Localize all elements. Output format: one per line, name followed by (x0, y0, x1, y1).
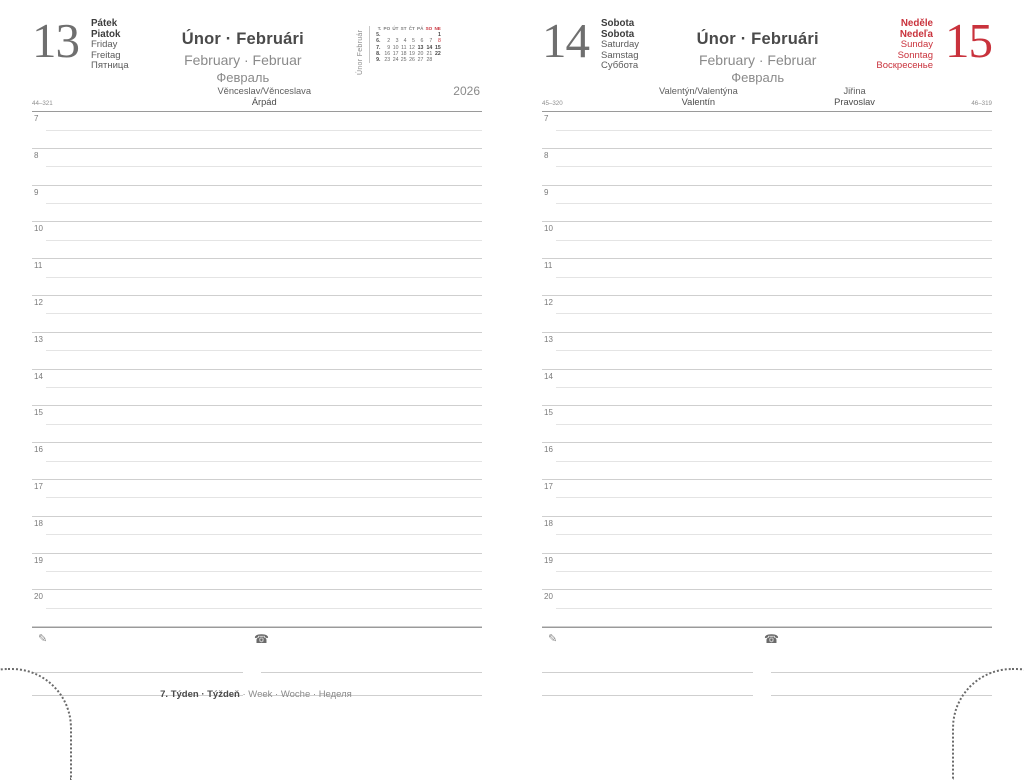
mini-head-1: PO (383, 26, 391, 31)
day-name-en: Sunday (900, 39, 933, 51)
mini-day: 6 (420, 38, 424, 45)
mini-day: 28 (426, 57, 433, 64)
day-name-ru: Суббота (601, 60, 639, 72)
pencil-icon: ✎ (38, 633, 48, 646)
half-hour-line (46, 130, 482, 131)
day-name-sk: Sobota (601, 28, 635, 40)
page-right (512, 0, 1024, 734)
half-hour-line (46, 313, 482, 314)
footer-week-label (0, 689, 512, 700)
mini-calendar-wrap (357, 16, 482, 78)
hour-row[interactable] (542, 149, 992, 186)
half-hour-line (46, 497, 482, 498)
hours-grid-right (542, 112, 992, 627)
hour-row[interactable] (32, 333, 482, 370)
mini-day: 18 (400, 51, 407, 58)
week-day-counter-left: 45–320 (542, 100, 563, 107)
week-day-counter-right: 46–319 (971, 100, 992, 107)
half-hour-line (46, 534, 482, 535)
hour-label: 17 (34, 481, 43, 491)
day-name-cs: Pátek (91, 18, 118, 29)
month-ru: Февраль (731, 70, 785, 85)
mini-calendar-table (375, 26, 442, 63)
hour-row[interactable] (32, 443, 482, 480)
hour-label: 9 (34, 187, 39, 197)
hour-label: 20 (34, 592, 43, 602)
day-name-de: Sonntag (897, 49, 933, 61)
month-title-left (129, 16, 357, 85)
year-label: 2026 (453, 84, 480, 98)
mini-week-label: 5. (376, 32, 381, 39)
notes-icon-row (32, 628, 482, 650)
hour-label: 17 (544, 481, 553, 491)
name-day-line1: Valentýn/Valentýna (659, 86, 738, 96)
hour-label: 10 (544, 224, 553, 234)
day-number-14: 14 (542, 13, 589, 68)
hour-label: 14 (544, 371, 553, 381)
hour-row[interactable] (542, 112, 992, 149)
note-line[interactable] (542, 673, 753, 696)
hour-row[interactable] (542, 370, 992, 407)
day-name-cs: Sobota (601, 18, 635, 29)
half-hour-line (556, 130, 992, 131)
half-hour-line (556, 240, 992, 241)
half-hour-line (556, 350, 992, 351)
hour-label: 19 (34, 555, 43, 565)
hour-label: 14 (34, 371, 43, 381)
footer-week-number: 7. Týden · Týždeň (160, 689, 240, 700)
day-names-15 (876, 16, 933, 72)
day-name-en: Friday (91, 39, 118, 51)
day-name-de: Freitag (91, 49, 121, 61)
half-hour-line (46, 166, 482, 167)
hour-label: 15 (34, 408, 43, 418)
half-hour-line (556, 497, 992, 498)
mini-day: 3 (395, 38, 399, 45)
mini-day: 16 (384, 51, 391, 58)
note-line[interactable] (261, 650, 482, 673)
right-page-header (542, 0, 992, 86)
mini-day: 14 (426, 44, 433, 51)
hour-label: 16 (34, 445, 43, 455)
mini-day (433, 57, 442, 63)
hour-label: 16 (544, 445, 553, 455)
name-day-15 (834, 86, 875, 108)
mini-week-label: 9. (376, 57, 381, 64)
name-day-line1: Věnceslav/Věnceslava (217, 86, 311, 96)
hour-row[interactable] (542, 406, 992, 443)
hour-row[interactable] (542, 186, 992, 223)
day-name-ru: Воскресенье (876, 60, 933, 72)
hour-row[interactable] (32, 406, 482, 443)
half-hour-line (556, 203, 992, 204)
hour-label: 8 (34, 150, 39, 160)
hours-grid-left (32, 112, 482, 627)
hour-row[interactable] (32, 554, 482, 591)
hour-row[interactable] (32, 112, 482, 149)
hour-row[interactable] (542, 333, 992, 370)
mini-calendar-row (375, 51, 442, 57)
mini-head-3: ST (400, 26, 407, 31)
half-hour-line (556, 424, 992, 425)
hour-row[interactable] (32, 517, 482, 554)
hour-label: 13 (544, 334, 553, 344)
hour-label: 12 (544, 297, 553, 307)
hour-label: 7 (544, 114, 549, 123)
half-hour-line (46, 461, 482, 462)
day-name-sk: Piatok (91, 28, 121, 40)
half-hour-line (556, 166, 992, 167)
note-line[interactable] (542, 650, 753, 673)
half-hour-line (556, 608, 992, 609)
hour-row[interactable] (542, 296, 992, 333)
hour-label: 11 (544, 261, 553, 271)
hour-label: 18 (34, 518, 43, 528)
page-left (0, 0, 512, 734)
name-day-left (217, 86, 311, 108)
month-sub: February · Februar (698, 52, 817, 68)
hour-label: 13 (34, 334, 43, 344)
hour-label: 8 (544, 150, 549, 160)
mini-day: 20 (417, 51, 424, 58)
half-hour-line (46, 203, 482, 204)
mini-day: 11 (401, 44, 407, 51)
half-hour-line (556, 571, 992, 572)
name-day-line2: Pravoslav (834, 97, 875, 107)
mini-calendar (369, 26, 442, 63)
notes-section-right (542, 627, 992, 696)
month-sub: February · Februar (184, 52, 302, 68)
mini-day: 9 (387, 44, 391, 51)
mini-head-2: ÚT (392, 26, 399, 31)
mini-week-label: 6. (376, 38, 381, 45)
mini-day: 2 (387, 38, 391, 45)
hour-row[interactable] (542, 259, 992, 296)
mini-head-5: PÁ (417, 26, 424, 31)
note-line[interactable] (771, 673, 992, 696)
note-line[interactable] (32, 650, 243, 673)
name-day-14 (659, 86, 738, 108)
mini-day: 10 (392, 44, 399, 51)
hour-label: 19 (544, 555, 553, 565)
hour-label: 12 (34, 297, 43, 307)
month-main: Únor · Februári (696, 30, 819, 48)
telephone-icon: ☎ (764, 632, 779, 647)
hour-row[interactable] (32, 296, 482, 333)
half-hour-line (46, 608, 482, 609)
mini-day: 8 (437, 38, 441, 45)
note-line[interactable] (771, 650, 992, 673)
mini-week-label: 7. (376, 44, 381, 51)
hour-row[interactable] (542, 590, 992, 627)
day-name-de: Samstag (601, 49, 639, 61)
day-name-sk: Nedeľa (899, 28, 933, 40)
half-hour-line (46, 387, 482, 388)
mini-day: 21 (426, 51, 433, 58)
notes-col-phone[interactable] (767, 650, 992, 696)
month-title-right (639, 16, 876, 85)
hour-row[interactable] (32, 186, 482, 223)
hour-label: 11 (34, 261, 43, 271)
hour-row[interactable] (32, 259, 482, 296)
hour-label: 10 (34, 224, 43, 234)
mini-day: 12 (409, 44, 415, 51)
mini-day: 25 (400, 57, 407, 64)
mini-day: 26 (409, 57, 415, 64)
hour-row[interactable] (542, 517, 992, 554)
half-hour-line (556, 534, 992, 535)
mini-day: 7 (429, 38, 433, 45)
notes-col-memo[interactable] (542, 650, 767, 696)
mini-head-0: T. (377, 26, 382, 31)
hour-row[interactable] (32, 370, 482, 407)
week-day-counter-left: 44–321 (32, 100, 53, 107)
hour-row[interactable] (32, 222, 482, 259)
telephone-icon: ☎ (254, 632, 269, 647)
half-hour-line (556, 313, 992, 314)
day-number-15: 15 (945, 13, 992, 68)
hour-row[interactable] (32, 149, 482, 186)
mini-week-label: 8. (376, 51, 381, 58)
month-main: Únor · Februári (181, 30, 304, 48)
mini-day: 15 (435, 44, 441, 51)
page-gutter (511, 0, 512, 734)
nameday-row-right (542, 86, 992, 112)
hour-row[interactable] (542, 222, 992, 259)
day-name-cs: Neděle (900, 18, 933, 29)
hour-row[interactable] (32, 480, 482, 517)
hour-label: 9 (544, 187, 549, 197)
mini-day: 5 (411, 38, 415, 45)
mini-day: 1 (437, 32, 441, 39)
hour-label: 7 (34, 114, 39, 123)
pencil-icon: ✎ (548, 633, 558, 646)
half-hour-line (46, 424, 482, 425)
mini-calendar-head-row (375, 26, 442, 32)
notes-section-left (32, 627, 482, 696)
mini-head-6: SO (425, 26, 433, 31)
mini-day: 4 (403, 38, 407, 45)
day-number-13: 13 (32, 13, 79, 68)
hour-row[interactable] (32, 590, 482, 627)
half-hour-line (556, 277, 992, 278)
mini-day-today: 13 (417, 44, 424, 51)
name-day-line2: Valentín (681, 97, 716, 107)
footer-week-words: · Week · Woche · Неделя (242, 689, 352, 700)
notes-icon-row (542, 628, 992, 650)
hour-row[interactable] (542, 443, 992, 480)
half-hour-line (556, 461, 992, 462)
half-hour-line (46, 277, 482, 278)
mini-head-4: ČT (408, 26, 415, 31)
mini-day: 19 (409, 51, 415, 58)
mini-calendar-row (375, 57, 442, 63)
half-hour-line (46, 571, 482, 572)
mini-day: 27 (417, 57, 424, 64)
day-name-en: Saturday (601, 39, 640, 51)
mini-day: 23 (384, 57, 391, 64)
hour-label: 18 (544, 518, 553, 528)
half-hour-line (46, 350, 482, 351)
mini-day: 22 (435, 51, 441, 58)
hour-row[interactable] (542, 480, 992, 517)
mini-calendar-month-label: Únor Február (357, 29, 364, 75)
half-hour-line (556, 387, 992, 388)
notes-lines (542, 650, 992, 696)
half-hour-line (46, 240, 482, 241)
hour-row[interactable] (542, 554, 992, 591)
hour-label: 15 (544, 408, 553, 418)
hour-label: 20 (544, 592, 553, 602)
name-day-line2: Árpád (251, 97, 277, 107)
day-name-ru: Пятница (91, 60, 129, 72)
month-ru: Февраль (216, 70, 270, 85)
mini-day: 24 (392, 57, 399, 64)
name-day-line1: Jiřina (843, 86, 866, 96)
day-names-14 (601, 16, 639, 72)
mini-day: 17 (392, 51, 399, 58)
day-names-13 (91, 16, 129, 72)
mini-head-7: NE (434, 26, 441, 31)
